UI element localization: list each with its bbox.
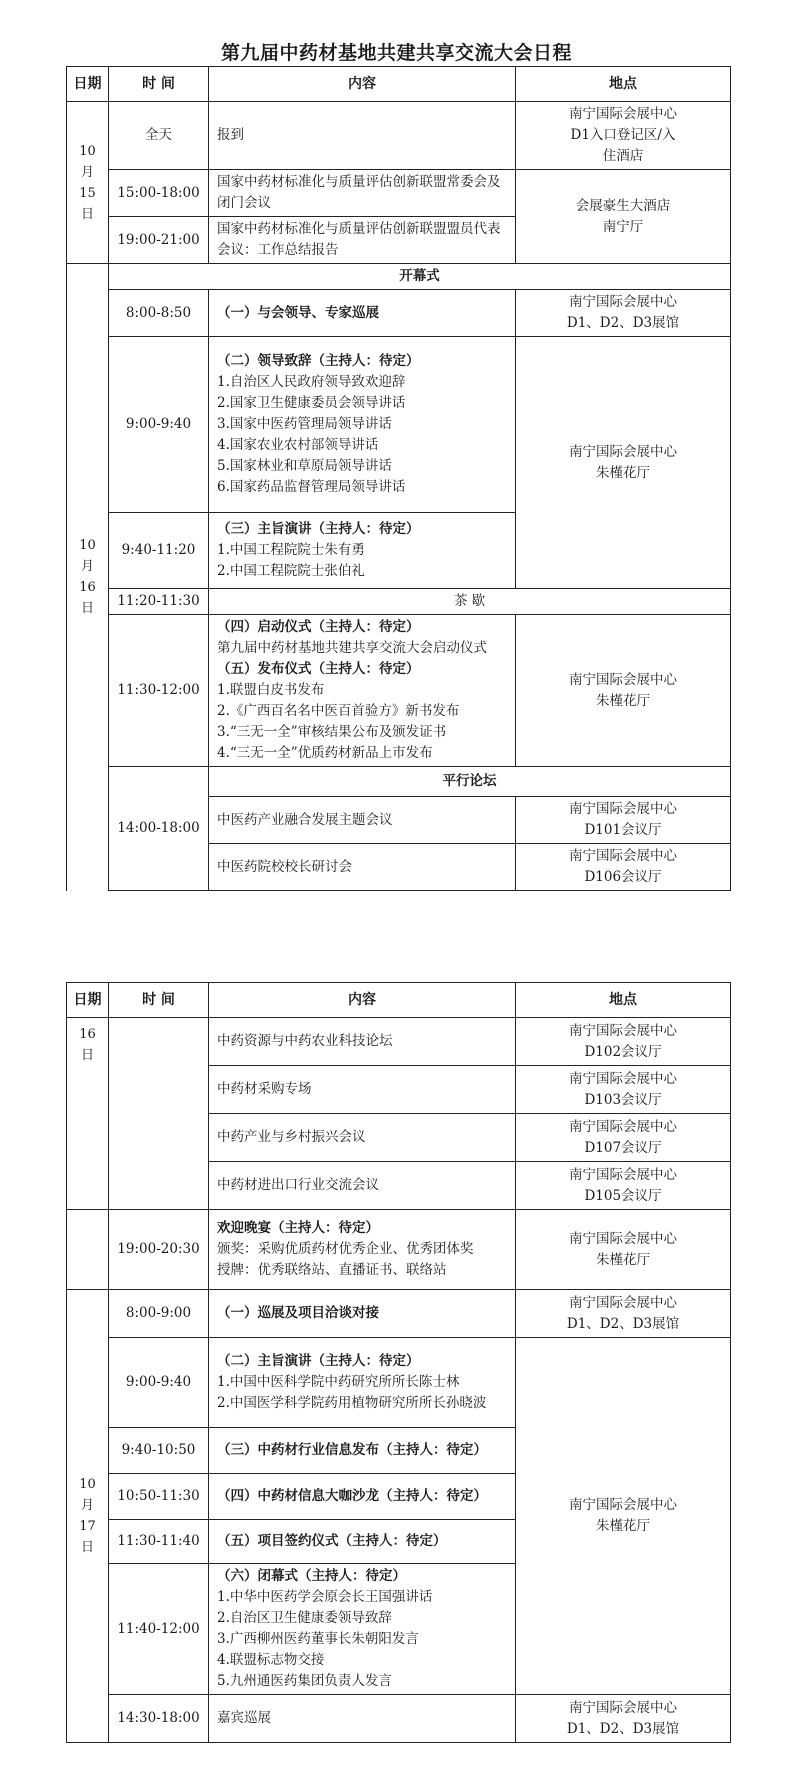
content-cell: （一）与会领导、专家巡展 [209,290,516,337]
content-cell: （五）项目签约仪式（主持人：待定） [209,1520,516,1564]
venue-cell: 南宁国际会展中心 D1入口登记区/入 住酒店 [516,102,731,170]
schedule-table-2 [66,982,731,1743]
header-time: 时 间 [109,67,209,102]
content-cell: 报到 [209,102,516,170]
time-cell: 15:00-18:00 [109,170,209,217]
content-cell: 国家中药材标准化与质量评估创新联盟常委会及闭门会议 [209,170,516,217]
venue-cell: 南宁国际会展中心 D1、D2、D3展馆 [516,290,731,337]
header-venue: 地点 [516,983,731,1018]
content-cell: 中药产业与乡村振兴会议 [209,1114,516,1162]
content-cell: （四）中药材信息大咖沙龙（主持人：待定） [209,1474,516,1520]
time-cell: 9:40-11:20 [109,513,209,589]
time-cell: 10:50-11:30 [109,1474,209,1520]
venue-cell: 会展豪生大酒店 南宁厅 [516,170,731,264]
content-cell: 中药资源与中药农业科技论坛 [209,1018,516,1066]
time-cell: 19:00-21:00 [109,217,209,264]
time-cell: 8:00-8:50 [109,290,209,337]
time-cell: 11:20-11:30 [109,589,209,615]
time-cell: 11:40-12:00 [109,1564,209,1695]
header-time: 时 间 [109,983,209,1018]
time-cell: 9:00-9:40 [109,337,209,513]
content-cell: （四）启动仪式（主持人：待定） 第九届中药材基地共建共享交流大会启动仪式 （五）发布仪式（主持人：待定） 1.联盟白皮书发布 2.《广西百名名中医百首验方》新书发布 3.“三无一全”审核结果公布及颁发证书 4.“三无一全”优质药材新品上市发布 [209,615,516,767]
content-cell: 嘉宾巡展 [209,1695,516,1743]
venue-cell: 南宁国际会展中心 朱槿花厅 [516,1338,731,1695]
content-cell: （一）巡展及项目洽谈对接 [209,1290,516,1338]
content-cell: （二）领导致辞（主持人：待定） 1.自治区人民政府领导致欢迎辞 2.国家卫生健康委员会领导讲话 3.国家中医药管理局领导讲话 4.国家农业农村部领导讲话 5.国家林业和草原局领导讲话 6.国家药品监督管理局领导讲话 [209,337,516,513]
time-cell: 14:30-18:00 [109,1695,209,1743]
venue-cell: 南宁国际会展中心 D103会议厅 [516,1066,731,1114]
content-cell: （二）主旨演讲（主持人：待定） 1.中国中医科学院中药研究所所长陈士林 2.中国医学科学院药用植物研究所所长孙晓波 [209,1338,516,1428]
venue-cell: 南宁国际会展中心 D107会议厅 [516,1114,731,1162]
date-oct-16: 10 月 16 日 [67,264,109,891]
content-cell: （三）中药材行业信息发布（主持人：待定） [209,1428,516,1474]
venue-cell: 南宁国际会展中心 朱槿花厅 [516,1210,731,1290]
date-oct-17: 10 月 17 日 [67,1290,109,1743]
venue-cell: 南宁国际会展中心 D102会议厅 [516,1018,731,1066]
section-opening: 开幕式 [109,264,731,290]
content-cell: 中医药院校校长研讨会 [209,844,516,891]
time-cell: 19:00-20:30 [109,1210,209,1290]
time-cell-empty [109,1018,209,1210]
content-cell: 国家中药材标准化与质量评估创新联盟盟员代表会议：工作总结报告 [209,217,516,264]
content-cell: （六）闭幕式（主持人：待定） 1.中华中医药学会原会长王国强讲话 2.自治区卫生健康委领导致辞 3.广西柳州医药董事长朱朝阳发言 4.联盟标志物交接 5.九州通医药集团负责人发言 [209,1564,516,1695]
content-cell: （三）主旨演讲（主持人：待定） 1.中国工程院院士朱有勇 2.中国工程院院士张伯礼 [209,513,516,589]
time-cell: 全天 [109,102,209,170]
tea-break: 茶 歇 [209,589,731,615]
date-cell-empty [67,1210,109,1290]
venue-cell: 南宁国际会展中心 D101会议厅 [516,797,731,844]
date-16: 16 日 [67,1018,109,1210]
content-cell: 中药材进出口行业交流会议 [209,1162,516,1210]
venue-cell: 南宁国际会展中心 D1、D2、D3展馆 [516,1695,731,1743]
header-content: 内容 [209,67,516,102]
venue-cell: 南宁国际会展中心 D1、D2、D3展馆 [516,1290,731,1338]
content-cell: 中药材采购专场 [209,1066,516,1114]
time-cell: 9:00-9:40 [109,1338,209,1428]
venue-cell: 南宁国际会展中心 朱槿花厅 [516,615,731,767]
time-cell: 9:40-10:50 [109,1428,209,1474]
header-content: 内容 [209,983,516,1018]
content-cell: 欢迎晚宴（主持人：待定） 颁奖：采购优质药材优秀企业、优秀团体奖 授牌：优秀联络站、直播证书、联络站 [209,1210,516,1290]
header-date: 日期 [67,67,109,102]
section-parallel-forum: 平行论坛 [209,767,731,797]
venue-cell: 南宁国际会展中心 D106会议厅 [516,844,731,891]
venue-cell: 南宁国际会展中心 朱槿花厅 [516,337,731,589]
schedule-table-1 [66,66,731,891]
time-cell: 8:00-9:00 [109,1290,209,1338]
content-cell: 中医药产业融合发展主题会议 [209,797,516,844]
header-date: 日期 [67,983,109,1018]
header-venue: 地点 [516,67,731,102]
date-oct-15: 10 月 15 日 [67,102,109,264]
time-cell: 11:30-12:00 [109,615,209,767]
time-cell: 14:00-18:00 [109,767,209,891]
venue-cell: 南宁国际会展中心 D105会议厅 [516,1162,731,1210]
time-cell: 11:30-11:40 [109,1520,209,1564]
page-title: 第九届中药材基地共建共享交流大会日程 [220,42,572,64]
